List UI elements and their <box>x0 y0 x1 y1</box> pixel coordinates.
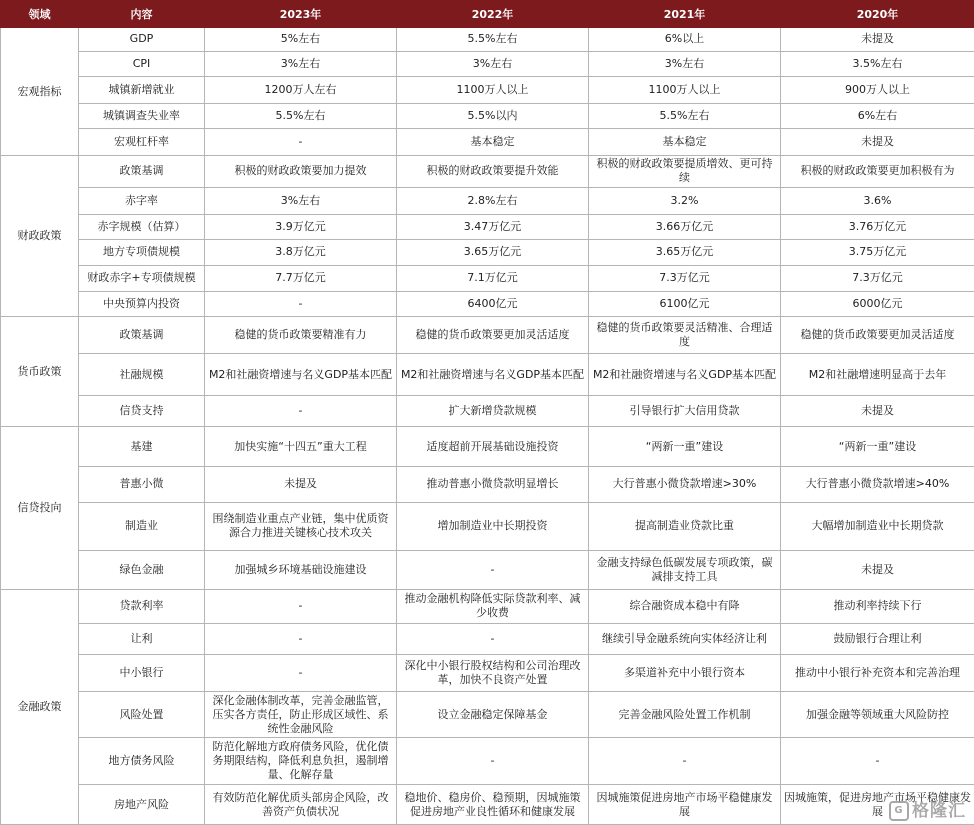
table-row <box>1 427 974 467</box>
value-cell: 推动普惠小微贷款明显增长 <box>397 467 589 502</box>
item-cell: 制造业 <box>79 502 205 550</box>
value-cell: 适度超前开展基础设施投资 <box>397 427 589 467</box>
value-cell: M2和社融资增速与名义GDP基本匹配 <box>205 354 397 396</box>
table-row <box>1 738 974 785</box>
watermark <box>889 796 966 821</box>
value-cell: - <box>205 291 397 316</box>
value-cell: 900万人以上 <box>781 77 974 104</box>
value-cell: 防范化解地方政府债务风险，优化债务期限结构，降低利息负担，遏制增量、化解存量 <box>205 738 397 785</box>
value-cell: 加快实施“十四五”重大工程 <box>205 427 397 467</box>
domain-cell: 金融政策 <box>1 590 79 825</box>
value-cell: 加强金融等领域重大风险防控 <box>781 692 974 738</box>
value-cell: 1200万人左右 <box>205 77 397 104</box>
value-cell: - <box>205 654 397 692</box>
value-cell: 推动利率持续下行 <box>781 590 974 623</box>
table-row <box>1 502 974 550</box>
value-cell: 1100万人以上 <box>397 77 589 104</box>
table-row <box>1 785 974 825</box>
header-2021: 2021年 <box>589 1 781 28</box>
item-cell: 财政赤字+专项债规模 <box>79 265 205 291</box>
domain-cell: 宏观指标 <box>1 28 79 156</box>
value-cell: 引导银行扩大信用贷款 <box>589 396 781 427</box>
value-cell: 大行普惠小微贷款增速>30% <box>589 467 781 502</box>
table-row <box>1 316 974 354</box>
value-cell: 6400亿元 <box>397 291 589 316</box>
item-cell: 地方专项债规模 <box>79 239 205 265</box>
table-row <box>1 51 974 76</box>
item-cell: 房地产风险 <box>79 785 205 825</box>
table-row <box>1 692 974 738</box>
value-cell: 基本稳定 <box>397 129 589 156</box>
table-row <box>1 104 974 129</box>
value-cell: 有效防范化解优质头部房企风险，改善资产负债状况 <box>205 785 397 825</box>
value-cell: 5.5%以内 <box>397 104 589 129</box>
value-cell: 3.76万亿元 <box>781 214 974 239</box>
value-cell: 3.9万亿元 <box>205 214 397 239</box>
table-row <box>1 28 974 52</box>
value-cell: 6100亿元 <box>589 291 781 316</box>
item-cell: 让利 <box>79 623 205 654</box>
table-row <box>1 77 974 104</box>
value-cell: 多渠道补充中小银行资本 <box>589 654 781 692</box>
value-cell: 积极的财政政策要提升效能 <box>397 156 589 187</box>
value-cell: 稳健的货币政策要灵活精准、合理适度 <box>589 316 781 354</box>
value-cell: 未提及 <box>781 396 974 427</box>
value-cell: - <box>589 738 781 785</box>
value-cell: 稳健的货币政策要更加灵活适度 <box>781 316 974 354</box>
value-cell: 6%以上 <box>589 28 781 52</box>
item-cell: 风险处置 <box>79 692 205 738</box>
value-cell: 综合融资成本稳中有降 <box>589 590 781 623</box>
table-row <box>1 291 974 316</box>
header-content: 内容 <box>79 1 205 28</box>
value-cell: 稳地价、稳房价、稳预期，因城施策促进房地产业良性循环和健康发展 <box>397 785 589 825</box>
domain-cell: 货币政策 <box>1 316 79 427</box>
value-cell: 稳健的货币政策要更加灵活适度 <box>397 316 589 354</box>
value-cell: 金融支持绿色低碳发展专项政策，碳减排支持工具 <box>589 550 781 590</box>
item-cell: 赤字规模（估算） <box>79 214 205 239</box>
item-cell: 普惠小微 <box>79 467 205 502</box>
value-cell: 7.3万亿元 <box>589 265 781 291</box>
item-cell: 社融规模 <box>79 354 205 396</box>
table-row <box>1 214 974 239</box>
header-2022: 2022年 <box>397 1 589 28</box>
value-cell: 3.2% <box>589 187 781 214</box>
value-cell: 3.5%左右 <box>781 51 974 76</box>
table-row <box>1 239 974 265</box>
value-cell: 提高制造业贷款比重 <box>589 502 781 550</box>
item-cell: 中央预算内投资 <box>79 291 205 316</box>
item-cell: CPI <box>79 51 205 76</box>
value-cell: - <box>205 590 397 623</box>
value-cell: 大幅增加制造业中长期贷款 <box>781 502 974 550</box>
value-cell: 鼓励银行合理让利 <box>781 623 974 654</box>
value-cell: 2.8%左右 <box>397 187 589 214</box>
watermark-text: 格隆汇 <box>912 801 966 821</box>
table-row <box>1 654 974 692</box>
value-cell: 扩大新增贷款规模 <box>397 396 589 427</box>
item-cell: 地方债务风险 <box>79 738 205 785</box>
value-cell: 3.75万亿元 <box>781 239 974 265</box>
value-cell: 积极的财政政策要加力提效 <box>205 156 397 187</box>
value-cell: 深化中小银行股权结构和公司治理改革，加快不良资产处置 <box>397 654 589 692</box>
value-cell: 因城施策，促进房地产市场平稳健康发展 <box>781 785 974 825</box>
value-cell: - <box>397 738 589 785</box>
value-cell: 未提及 <box>781 129 974 156</box>
value-cell: 6%左右 <box>781 104 974 129</box>
value-cell: 基本稳定 <box>589 129 781 156</box>
value-cell: 完善金融风险处置工作机制 <box>589 692 781 738</box>
table-row <box>1 354 974 396</box>
value-cell: 积极的财政政策要更加积极有为 <box>781 156 974 187</box>
table-row <box>1 623 974 654</box>
value-cell: M2和社融资增速与名义GDP基本匹配 <box>397 354 589 396</box>
value-cell: - <box>205 129 397 156</box>
value-cell: - <box>205 623 397 654</box>
value-cell: 3.47万亿元 <box>397 214 589 239</box>
value-cell: 设立金融稳定保障基金 <box>397 692 589 738</box>
value-cell: “两新一重”建设 <box>781 427 974 467</box>
domain-cell: 信贷投向 <box>1 427 79 590</box>
value-cell: 3%左右 <box>589 51 781 76</box>
value-cell: 5.5%左右 <box>205 104 397 129</box>
value-cell: - <box>205 396 397 427</box>
value-cell: 1100万人以上 <box>589 77 781 104</box>
table-row <box>1 265 974 291</box>
table-row <box>1 467 974 502</box>
header-domain: 领域 <box>1 1 79 28</box>
item-cell: 宏观杠杆率 <box>79 129 205 156</box>
value-cell: 3%左右 <box>205 51 397 76</box>
header-2023: 2023年 <box>205 1 397 28</box>
value-cell: 7.7万亿元 <box>205 265 397 291</box>
value-cell: 5%左右 <box>205 28 397 52</box>
value-cell: 围绕制造业重点产业链，集中优质资源合力推进关键核心技术攻关 <box>205 502 397 550</box>
value-cell: 7.3万亿元 <box>781 265 974 291</box>
value-cell: 5.5%左右 <box>589 104 781 129</box>
value-cell: 深化金融体制改革，完善金融监管，压实各方责任，防止形成区域性、系统性金融风险 <box>205 692 397 738</box>
value-cell: 5.5%左右 <box>397 28 589 52</box>
item-cell: 信贷支持 <box>79 396 205 427</box>
table-row <box>1 129 974 156</box>
value-cell: 6000亿元 <box>781 291 974 316</box>
value-cell: M2和社融增速明显高于去年 <box>781 354 974 396</box>
item-cell: 赤字率 <box>79 187 205 214</box>
value-cell: M2和社融资增速与名义GDP基本匹配 <box>589 354 781 396</box>
table-row <box>1 187 974 214</box>
value-cell: 未提及 <box>205 467 397 502</box>
value-cell: 积极的财政政策要提质增效、更可持续 <box>589 156 781 187</box>
value-cell: 未提及 <box>781 550 974 590</box>
value-cell: 3.65万亿元 <box>589 239 781 265</box>
table-row <box>1 396 974 427</box>
item-cell: 基建 <box>79 427 205 467</box>
value-cell: “两新一重”建设 <box>589 427 781 467</box>
header-row <box>1 1 974 28</box>
logo-icon: G <box>889 801 909 821</box>
value-cell: 3.66万亿元 <box>589 214 781 239</box>
item-cell: 绿色金融 <box>79 550 205 590</box>
domain-cell: 财政政策 <box>1 156 79 317</box>
item-cell: GDP <box>79 28 205 52</box>
value-cell: 大行普惠小微贷款增速>40% <box>781 467 974 502</box>
item-cell: 政策基调 <box>79 316 205 354</box>
item-cell: 城镇调查失业率 <box>79 104 205 129</box>
table-row <box>1 550 974 590</box>
value-cell: 3.8万亿元 <box>205 239 397 265</box>
value-cell: 加强城乡环境基础设施建设 <box>205 550 397 590</box>
value-cell: 3.6% <box>781 187 974 214</box>
item-cell: 中小银行 <box>79 654 205 692</box>
value-cell: 3.65万亿元 <box>397 239 589 265</box>
value-cell: 因城施策促进房地产市场平稳健康发展 <box>589 785 781 825</box>
table-row <box>1 156 974 187</box>
value-cell: 未提及 <box>781 28 974 52</box>
value-cell: 增加制造业中长期投资 <box>397 502 589 550</box>
value-cell: 继续引导金融系统向实体经济让利 <box>589 623 781 654</box>
item-cell: 政策基调 <box>79 156 205 187</box>
value-cell: - <box>397 550 589 590</box>
table-body <box>1 28 974 825</box>
item-cell: 城镇新增就业 <box>79 77 205 104</box>
table-row <box>1 590 974 623</box>
item-cell: 贷款利率 <box>79 590 205 623</box>
value-cell: - <box>781 738 974 785</box>
header-2020: 2020年 <box>781 1 974 28</box>
value-cell: 3%左右 <box>205 187 397 214</box>
value-cell: 3%左右 <box>397 51 589 76</box>
value-cell: 推动中小银行补充资本和完善治理 <box>781 654 974 692</box>
value-cell: 稳健的货币政策要精准有力 <box>205 316 397 354</box>
value-cell: - <box>397 623 589 654</box>
value-cell: 7.1万亿元 <box>397 265 589 291</box>
value-cell: 推动金融机构降低实际贷款利率、减少收费 <box>397 590 589 623</box>
